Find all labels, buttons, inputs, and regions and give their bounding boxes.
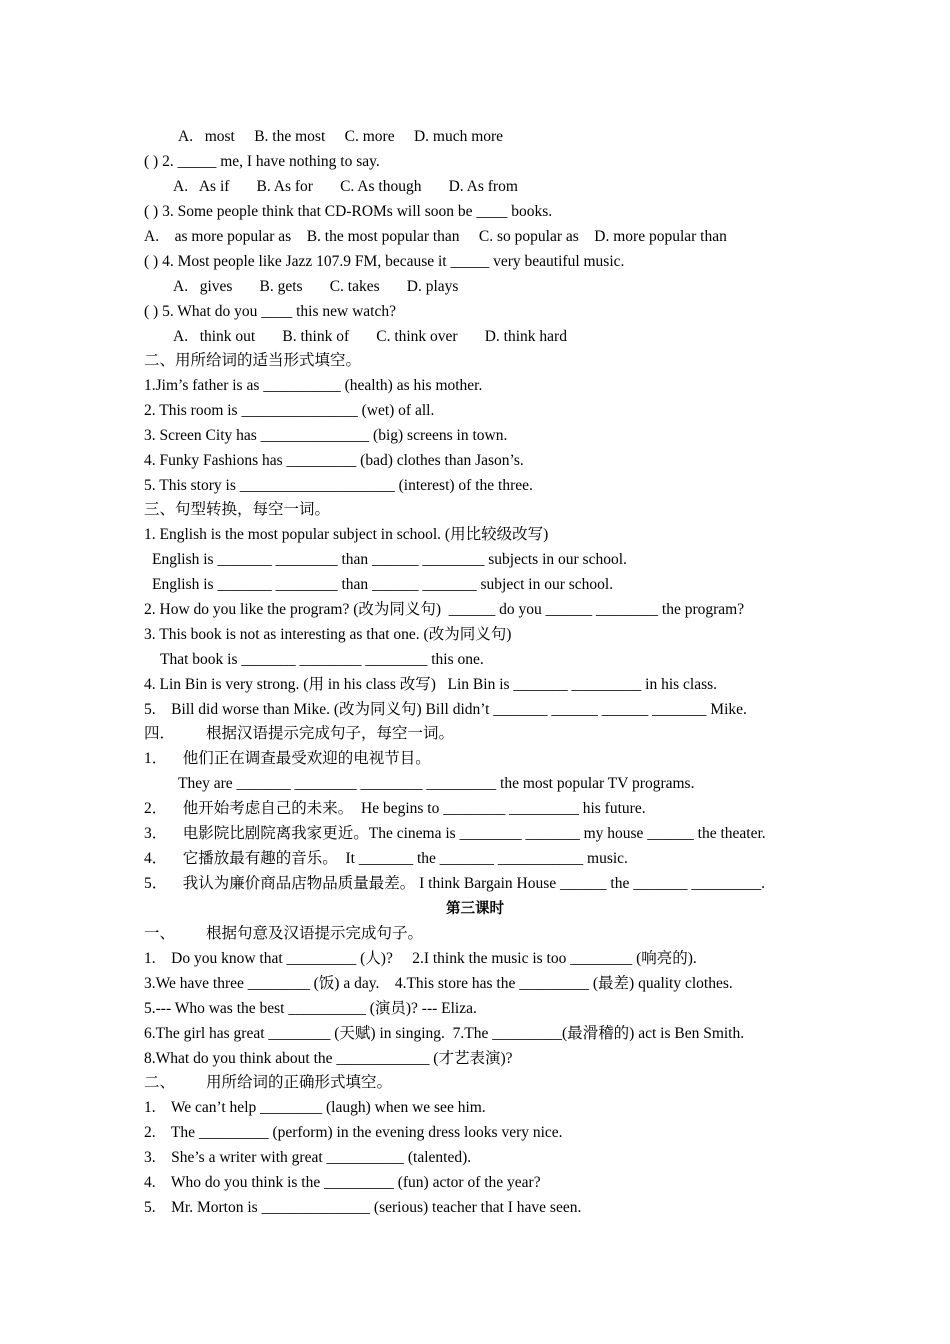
q5-options: A. think out B. think of C. think over D. think hard — [173, 328, 567, 345]
l3-s2-item-1: 1. We can’t help ________ (laugh) when we see him. — [144, 1099, 486, 1116]
l3-s1-items-1-2: 1. Do you know that _________ (人)? 2.I think the music is too ________ (响亮的). — [144, 950, 697, 967]
s2-item-2: 2. This room is _______________ (wet) of all. — [144, 402, 435, 419]
l3-s2-item-2: 2. The _________ (perform) in the evening dress looks very nice. — [144, 1124, 563, 1141]
s3-item-1-line-a: English is _______ ________ than ______ ________ subjects in our school. — [152, 551, 627, 568]
l3-section-2-heading: 二、 用所给词的正确形式填空。 — [144, 1074, 393, 1091]
s3-item-1: 1. English is the most popular subject in school. (用比较级改写) — [144, 526, 549, 543]
s3-item-2: 2. How do you like the program? (改为同义句) ______ do you ______ ________ the program? — [144, 601, 745, 618]
q3-options: A. as more popular as B. the most popular than C. so popular as D. more popular than — [144, 228, 727, 245]
q4-question: ( ) 4. Most people like Jazz 107.9 FM, because it _____ very beautiful music. — [144, 253, 625, 270]
l3-s1-item-5: 5.--- Who was the best __________ (演员)? --- Eliza. — [144, 1000, 477, 1017]
l3-s1-items-3-4: 3.We have three ________ (饭) a day. 4.This store has the _________ (最差) quality clothes. — [144, 975, 733, 992]
s3-item-5: 5. Bill did worse than Mike. (改为同义句) Bill didn’t _______ ______ ______ _______ Mike. — [144, 701, 747, 718]
s2-item-4: 4. Funky Fashions has _________ (bad) clothes than Jason’s. — [144, 452, 524, 469]
section-4-heading: 四． 根据汉语提示完成句子，每空一词。 — [144, 725, 455, 742]
s3-item-3: 3. This book is not as interesting as that one. (改为同义句) — [144, 626, 512, 643]
q3-question: ( ) 3. Some people think that CD-ROMs will soon be ____ books. — [144, 203, 553, 220]
s4-item-4: 4． 它播放最有趣的音乐。 It _______ the _______ ___________ music. — [144, 850, 628, 867]
s4-item-2: 2． 他开始考虑自己的未来。 He begins to ________ _________ his future. — [144, 800, 646, 817]
s3-item-4: 4. Lin Bin is very strong. (用 in his class 改写) Lin Bin is _______ _________ in his class. — [144, 676, 718, 693]
s4-item-5: 5． 我认为廉价商品店物品质量最差。 I think Bargain House ______ the _______ _________. — [144, 875, 765, 892]
s4-item-1: 1． 他们正在调查最受欢迎的电视节目。 — [144, 750, 431, 767]
section-3-heading: 三、句型转换，每空一词。 — [144, 501, 331, 518]
l3-s2-item-3: 3. She’s a writer with great __________ (talented). — [144, 1149, 472, 1166]
s4-item-1-answer: They are _______ ________ ________ _________ the most popular TV programs. — [178, 775, 695, 792]
l3-section-1-heading: 一、 根据句意及汉语提示完成句子。 — [144, 925, 424, 942]
s3-item-1-line-b: English is _______ ________ than ______ _______ subject in our school. — [152, 576, 614, 593]
section-2-heading: 二、用所给词的适当形式填空。 — [144, 352, 362, 369]
q5-question: ( ) 5. What do you ____ this new watch? — [144, 303, 396, 320]
q1-options: A. most B. the most C. more D. much more — [178, 128, 504, 145]
q2-question: ( ) 2. _____ me, I have nothing to say. — [144, 153, 380, 170]
l3-s2-item-5: 5. Mr. Morton is ______________ (serious) teacher that I have seen. — [144, 1199, 582, 1216]
q4-options: A. gives B. gets C. takes D. plays — [173, 278, 459, 295]
s2-item-1: 1.Jim’s father is as __________ (health) as his mother. — [144, 377, 483, 394]
q2-options: A. As if B. As for C. As though D. As from — [173, 178, 518, 195]
s2-item-5: 5. This story is ____________________ (interest) of the three. — [144, 477, 533, 494]
s2-item-3: 3. Screen City has ______________ (big) screens in town. — [144, 427, 508, 444]
lesson-3-title: 第三课时 — [446, 901, 504, 917]
l3-s2-item-4: 4. Who do you think is the _________ (fun) actor of the year? — [144, 1174, 541, 1191]
s4-item-3: 3． 电影院比剧院离我家更近。The cinema is ________ _______ my house ______ the theater. — [144, 825, 766, 842]
s3-item-3-answer: That book is _______ ________ ________ this one. — [160, 651, 484, 668]
l3-s1-items-6-7: 6.The girl has great ________ (天赋) in singing. 7.The _________(最滑稽的) act is Ben Smith. — [144, 1025, 745, 1042]
l3-s1-item-8: 8.What do you think about the ____________ (才艺表演)? — [144, 1050, 513, 1067]
